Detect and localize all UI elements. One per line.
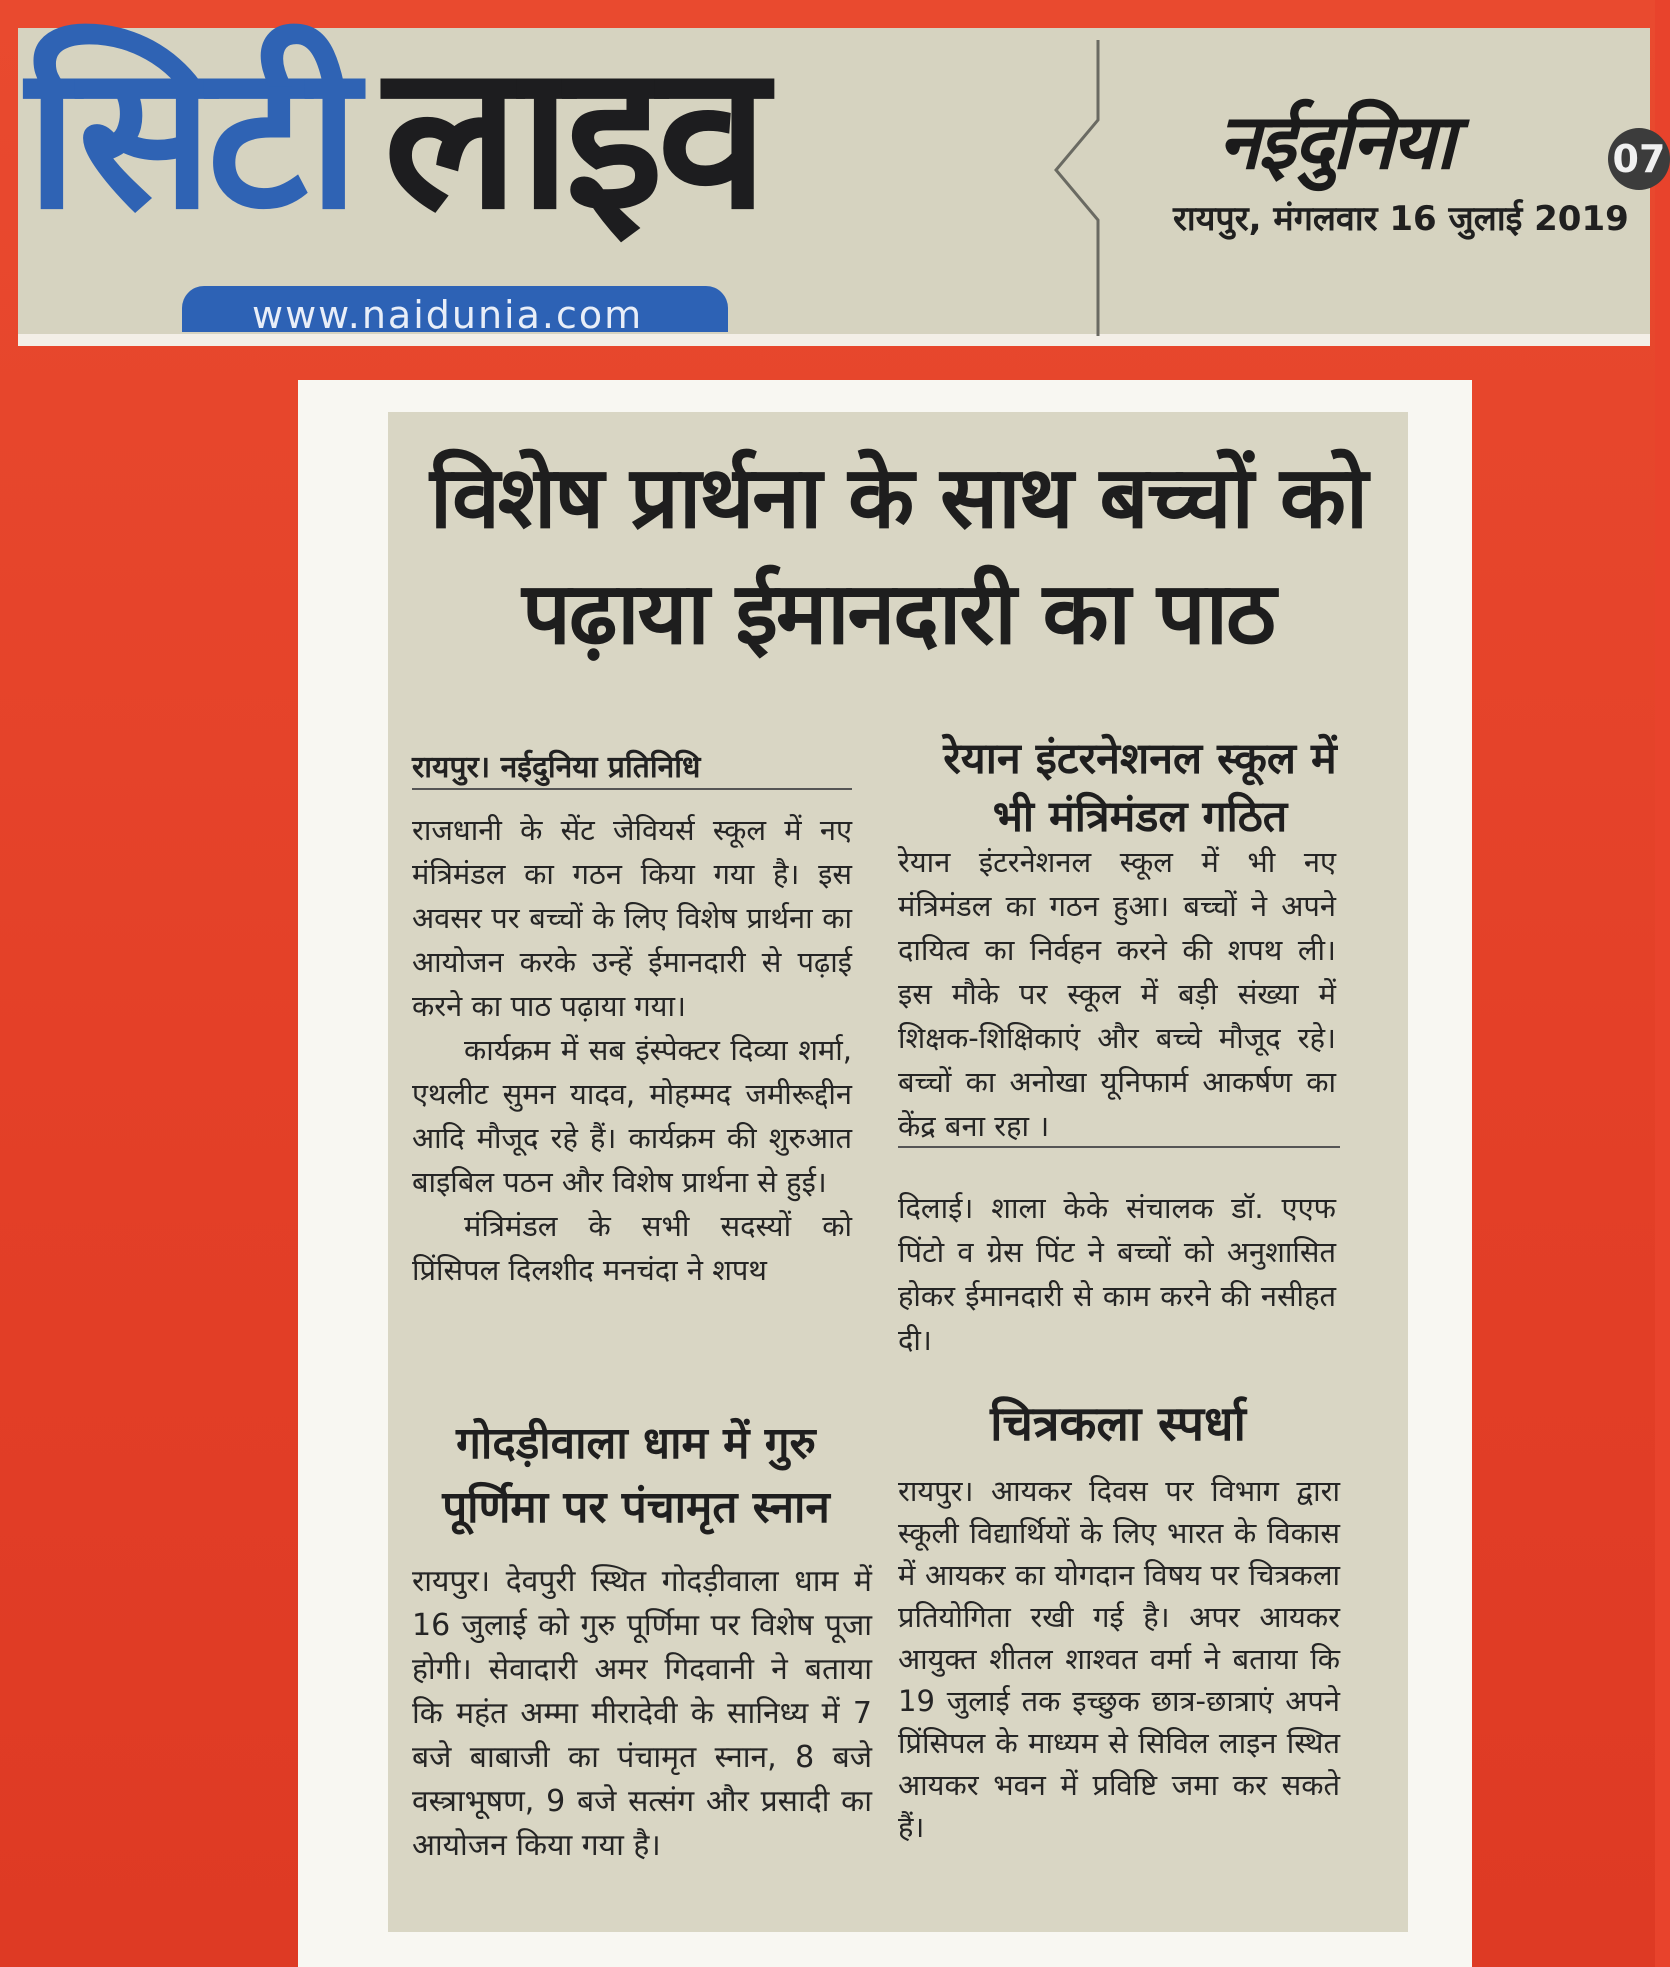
masthead-divider <box>1046 40 1116 336</box>
godadiwala-subhead <box>406 1412 866 1540</box>
godadiwala-subhead-line-2: पूर्णिमा पर पंचामृत स्नान <box>442 1482 830 1533</box>
byline: रायपुर। नईदुनिया प्रतिनिधि <box>412 750 701 785</box>
website-url: www.naidunia.com <box>182 286 728 332</box>
section-title <box>26 21 763 254</box>
section-title-word2: लाइव <box>383 21 763 254</box>
masthead-strip <box>18 21 1666 346</box>
godadiwala-subhead-line-1: गोदड़ीवाला धाम में गुरु <box>456 1418 816 1469</box>
masthead-paper <box>18 21 1666 337</box>
section-title-word1: सिटी <box>26 21 354 254</box>
dateline: रायपुर, मंगलवार 16 जुलाई 2019 <box>1173 199 1629 239</box>
newspaper-brand-logo: नईदुनिया <box>1218 97 1454 186</box>
ryan-rule <box>898 1146 1340 1148</box>
headline-line-2: पढ़ाया ईमानदारी का पाठ <box>522 564 1274 664</box>
main-article-body <box>412 808 852 1292</box>
page-number-badge: 07 <box>1608 128 1670 190</box>
ryan-article-body: रेयान इंटरनेशनल स्कूल में भी नए मंत्रिमंडल का गठन हुआ। बच्चों ने अपने दायित्व का निर्वहन करने की शपथ ली। इस मौके पर स्कूल में बड़ी संख्या में शिक्षक-शिक्षिकाएं और बच्चे मौजूद रहे। बच्चों का अनोखा यूनिफार्म आकर्षण का केंद्र बना रहा । <box>898 845 1336 1143</box>
chitrakala-subhead: चित्रकला स्पर्धा <box>990 1396 1246 1452</box>
byline-rule <box>412 788 852 790</box>
article-headline <box>388 440 1408 672</box>
paragraph-1: राजधानी के सेंट जेवियर्स स्कूल में नए मंत्रिमंडल का गठन किया गया है। इस अवसर पर बच्चों के लिए विशेष प्रार्थना का आयोजन करके उन्हें ईमानदारी से पढ़ाई करने का पाठ पढ़ाया गया। <box>412 813 852 1023</box>
ryan-subhead <box>890 730 1390 846</box>
chitrakala-article-body: रायपुर। आयकर दिवस पर विभाग द्वारा स्कूली विद्यार्थियों के लिए भारत के विकास में आयकर का योगदान विषय पर चित्रकला प्रतियोगिता रखी गई है। अपर आयकर आयुक्त शीतल शाश्वत वर्मा ने बताया कि 19 जुलाई तक इच्छुक छात्र-छात्राएं अपने प्रिंसिपल के माध्यम से सिविल लाइन स्थित आयकर भवन में प्रविष्टि जमा कर सकते हैं। <box>898 1474 1340 1844</box>
paragraph-3: मंत्रिमंडल के सभी सदस्यों को प्रिंसिपल दिलशीद मनचंदा ने शपथ <box>412 1209 852 1287</box>
paragraph-2: कार्यक्रम में सब इंस्पेक्टर दिव्या शर्मा, एथलीट सुमन यादव, मोहम्मद जमीरूद्दीन आदि मौजूद रहे हैं। कार्यक्रम की शुरुआत बाइबिल पठन और विशेष प्रार्थना से हुई। <box>412 1033 852 1199</box>
headline-line-1: विशेष प्रार्थना के साथ बच्चों को <box>429 448 1367 548</box>
continued-article-body: दिलाई। शाला केके संचालक डॉ. एएफ पिंटो व ग्रेस पिंट ने बच्चों को अनुशासित होकर ईमानदारी से काम करने की नसीहत दी। <box>898 1191 1336 1357</box>
ryan-subhead-line-2: भी मंत्रिमंडल गठित <box>992 792 1288 842</box>
godadiwala-article-body: रायपुर। देवपुरी स्थित गोदड़ीवाला धाम में 16 जुलाई को गुरु पूर्णिमा पर विशेष पूजा होगी। सेवादारी अमर गिदवानी ने बताया कि महंत अम्मा मीरादेवी के सानिध्य में 7 बजे बाबाजी का पंचामृत स्नान, 8 बजे वस्त्राभूषण, 9 बजे सत्संग और प्रसादी का आयोजन किया गया है। <box>412 1564 872 1863</box>
ryan-subhead-line-1: रेयान इंटरनेशनल स्कूल में <box>943 734 1337 784</box>
